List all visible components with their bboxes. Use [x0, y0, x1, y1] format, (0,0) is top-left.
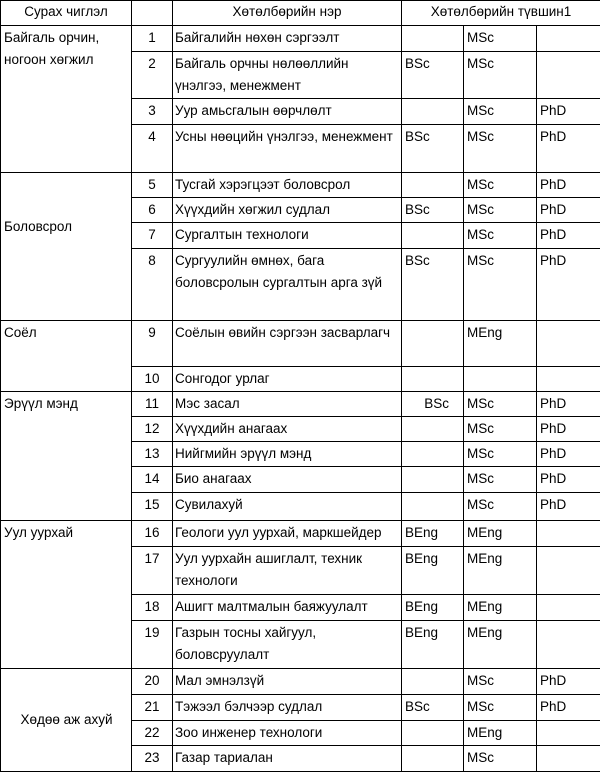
level-3: PhD — [537, 99, 600, 125]
level-2: MSc — [464, 173, 537, 198]
row-number: 2 — [132, 52, 173, 99]
level-2: MSc — [464, 669, 537, 695]
level-2: MSc — [464, 695, 537, 721]
level-3: PhD — [537, 392, 600, 417]
row-number: 3 — [132, 99, 173, 125]
header-field: Сурах чиглэл — [1, 1, 132, 26]
level-3 — [537, 321, 600, 367]
level-3: PhD — [537, 125, 600, 173]
row-number: 18 — [132, 595, 173, 621]
level-2: MEng — [464, 321, 537, 367]
row-number: 22 — [132, 721, 173, 746]
level-3 — [537, 547, 600, 595]
row-number: 23 — [132, 746, 173, 772]
level-2: MSc — [464, 198, 537, 223]
table-row — [1, 392, 600, 417]
level-1 — [402, 746, 464, 772]
program-name: Нийгмийн эрүүл мэнд — [173, 442, 402, 467]
level-1: BEng — [402, 595, 464, 621]
row-number: 6 — [132, 198, 173, 223]
level-3 — [537, 521, 600, 547]
level-1: BSc — [402, 392, 464, 417]
program-name: Тэжээл бэлчээр судлал — [173, 695, 402, 721]
row-number: 20 — [132, 669, 173, 695]
level-2: MSc — [464, 417, 537, 442]
level-1: BSc — [402, 52, 464, 99]
level-2: MSc — [464, 746, 537, 772]
program-name: Мал эмнэлзүй — [173, 669, 402, 695]
program-name: Газар тариалан — [173, 746, 402, 772]
row-number: 19 — [132, 621, 173, 669]
level-1 — [402, 99, 464, 125]
level-2: MSc — [464, 223, 537, 249]
row-number: 15 — [132, 493, 173, 521]
program-name: Байгалийн нөхөн сэргээлт — [173, 26, 402, 52]
program-name: Мэс засал — [173, 392, 402, 417]
table-row — [1, 321, 600, 367]
row-number: 13 — [132, 442, 173, 467]
level-3: PhD — [537, 198, 600, 223]
program-name: Усны нөөцийн үнэлгээ, менежмент — [173, 125, 402, 173]
table-row — [1, 173, 600, 198]
row-number: 10 — [132, 367, 173, 392]
level-1 — [402, 367, 464, 392]
row-number: 12 — [132, 417, 173, 442]
level-1 — [402, 223, 464, 249]
level-2: MSc — [464, 52, 537, 99]
field-cell: Хөдөө аж ахуй — [1, 669, 132, 772]
level-2: MSc — [464, 249, 537, 321]
level-1: BSc — [402, 198, 464, 223]
level-3: PhD — [537, 173, 600, 198]
level-1: BEng — [402, 621, 464, 669]
level-2: MEng — [464, 521, 537, 547]
level-3: PhD — [537, 417, 600, 442]
header-number — [132, 1, 173, 26]
program-name: Уул уурхайн ашиглалт, техник технологи — [173, 547, 402, 595]
field-cell: Байгаль орчин, ногоон хөгжил — [1, 26, 132, 173]
program-name: Уур амьсгалын өөрчлөлт — [173, 99, 402, 125]
level-3 — [537, 721, 600, 746]
level-2: MSc — [464, 493, 537, 521]
program-name: Зоо инженер технологи — [173, 721, 402, 746]
program-name: Сувилахуй — [173, 493, 402, 521]
field-cell: Уул уурхай — [1, 521, 132, 669]
level-2: MEng — [464, 547, 537, 595]
program-name: Сургуулийн өмнөх, бага боловсролын сургалтын арга зүй — [173, 249, 402, 321]
row-number: 5 — [132, 173, 173, 198]
row-number: 8 — [132, 249, 173, 321]
level-2: MSc — [464, 99, 537, 125]
row-number: 11 — [132, 392, 173, 417]
level-3: PhD — [537, 493, 600, 521]
program-name: Соёлын өвийн сэргээн засварлагч — [173, 321, 402, 367]
header-level: Хөтөлбөрийн түвшин1 — [402, 1, 600, 26]
level-1 — [402, 321, 464, 367]
level-3 — [537, 746, 600, 772]
level-2: MEng — [464, 595, 537, 621]
row-number: 14 — [132, 467, 173, 493]
level-1: BSc — [402, 249, 464, 321]
row-number: 17 — [132, 547, 173, 595]
table-row — [1, 669, 600, 695]
level-3: PhD — [537, 467, 600, 493]
level-2: MSc — [464, 392, 537, 417]
program-name: Геологи уул уурхай, маркшейдер — [173, 521, 402, 547]
table-row — [1, 26, 600, 52]
level-3 — [537, 52, 600, 99]
level-3 — [537, 595, 600, 621]
row-number: 9 — [132, 321, 173, 367]
level-3: PhD — [537, 249, 600, 321]
program-name: Хүүхдийн анагаах — [173, 417, 402, 442]
level-1 — [402, 442, 464, 467]
field-cell: Соёл — [1, 321, 132, 392]
row-number: 1 — [132, 26, 173, 52]
level-1 — [402, 493, 464, 521]
program-name: Байгаль орчны нөлөөллийн үнэлгээ, менежмент — [173, 52, 402, 99]
level-1: BEng — [402, 521, 464, 547]
level-2: MSc — [464, 125, 537, 173]
level-1 — [402, 417, 464, 442]
header-row — [1, 1, 600, 26]
level-3 — [537, 26, 600, 52]
level-3: PhD — [537, 669, 600, 695]
program-name: Тусгай хэрэгцээт боловсрол — [173, 173, 402, 198]
level-2: MSc — [464, 442, 537, 467]
program-name: Газрын тосны хайгуул, боловсруулалт — [173, 621, 402, 669]
level-1 — [402, 721, 464, 746]
table-row — [1, 521, 600, 547]
field-cell: Боловсрол — [1, 173, 132, 321]
level-1 — [402, 173, 464, 198]
level-1 — [402, 669, 464, 695]
level-1: BSc — [402, 125, 464, 173]
level-2: MEng — [464, 721, 537, 746]
program-name: Хүүхдийн хөгжил судлал — [173, 198, 402, 223]
level-3 — [537, 367, 600, 392]
level-3: PhD — [537, 695, 600, 721]
level-3: PhD — [537, 442, 600, 467]
field-cell: Эрүүл мэнд — [1, 392, 132, 521]
level-2: MSc — [464, 467, 537, 493]
row-number: 21 — [132, 695, 173, 721]
level-1 — [402, 467, 464, 493]
level-1 — [402, 26, 464, 52]
level-1: BSc — [402, 695, 464, 721]
level-1: BEng — [402, 547, 464, 595]
program-name: Сонгодог урлаг — [173, 367, 402, 392]
row-number: 7 — [132, 223, 173, 249]
level-2: MSc — [464, 26, 537, 52]
header-program: Хөтөлбөрийн нэр — [173, 1, 402, 26]
program-name: Ашигт малтмалын баяжуулалт — [173, 595, 402, 621]
level-3 — [537, 621, 600, 669]
program-name: Био анагаах — [173, 467, 402, 493]
row-number: 16 — [132, 521, 173, 547]
program-name: Сургалтын технологи — [173, 223, 402, 249]
level-3: PhD — [537, 223, 600, 249]
level-2: MEng — [464, 621, 537, 669]
row-number: 4 — [132, 125, 173, 173]
level-2 — [464, 367, 537, 392]
